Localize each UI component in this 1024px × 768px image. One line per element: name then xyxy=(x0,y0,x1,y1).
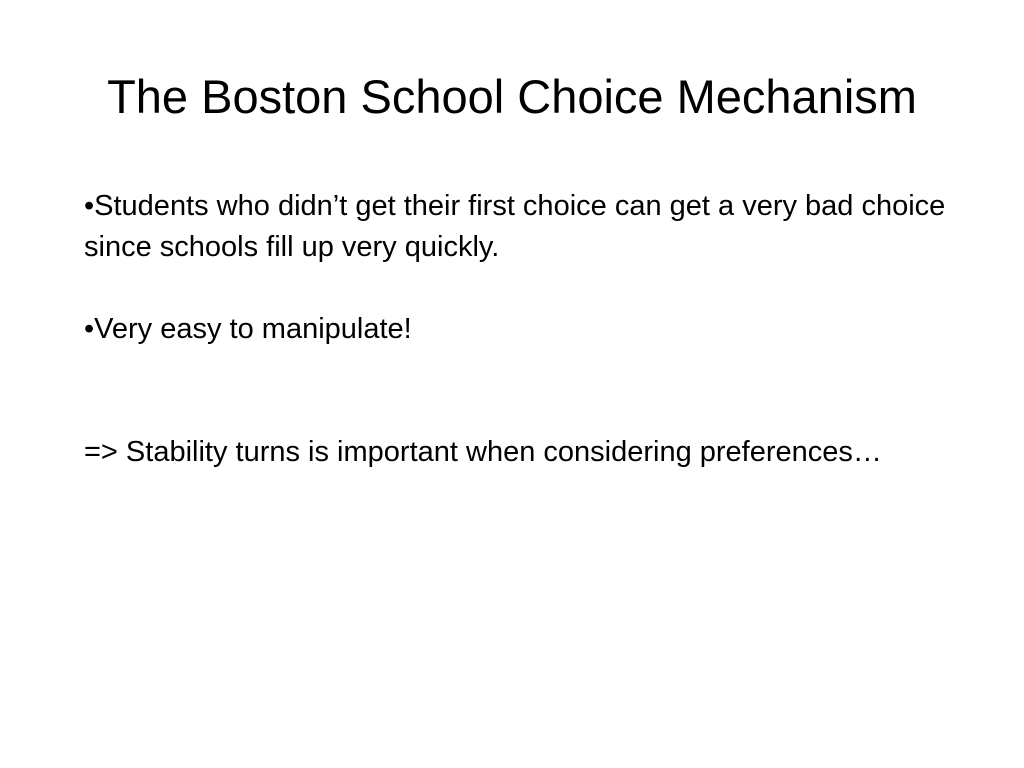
spacer xyxy=(84,268,964,309)
slide-title: The Boston School Choice Mechanism xyxy=(107,70,917,123)
bullet-easy-to-manipulate: •Very easy to manipulate! xyxy=(84,313,412,345)
bullet-students-first-choice: •Students who didn’t get their first choice can get a very bad choice since schools fill up very quickly. xyxy=(84,190,946,263)
spacer xyxy=(84,350,964,432)
slide-body xyxy=(84,186,964,473)
conclusion-stability: => Stability turns is important when considering preferences… xyxy=(84,436,882,468)
